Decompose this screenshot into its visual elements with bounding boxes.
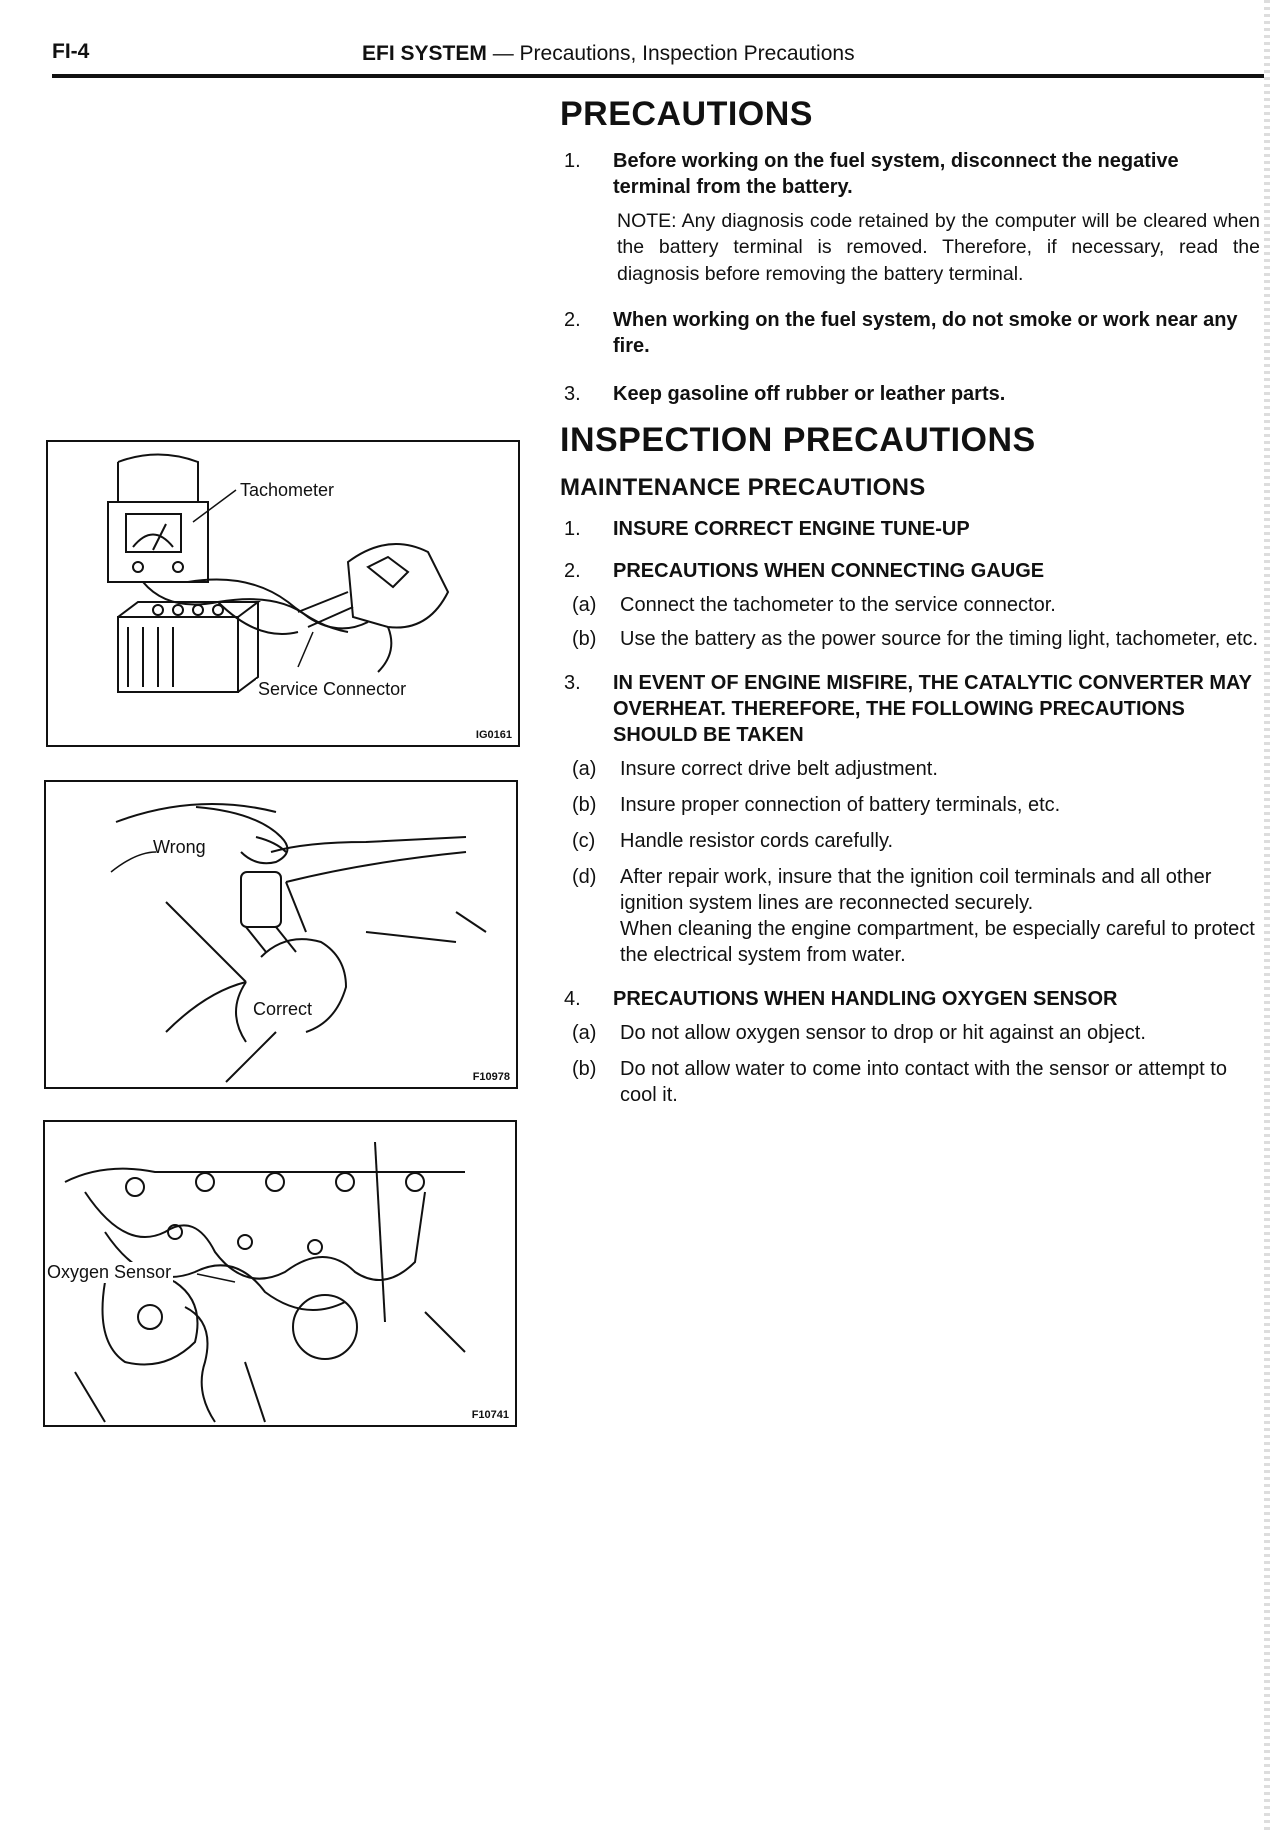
item-text: Keep gasoline off rubber or leather parts. [613, 382, 1006, 405]
title-dash: — [492, 42, 514, 65]
sub-text: Use the battery as the power source for the timing light, tachometer, etc. [620, 627, 1259, 650]
item-number: 3. [564, 382, 581, 405]
sub-item [560, 592, 1260, 618]
item-number: 1. [564, 517, 581, 540]
sub-text: Insure correct drive belt adjustment. [620, 757, 938, 780]
precaution-item [560, 307, 1260, 359]
item-number: 1. [564, 150, 581, 172]
sub-label: (c) [572, 829, 596, 852]
item-text: INSURE CORRECT ENGINE TUNE-UP [613, 517, 970, 540]
item-number: 2. [564, 559, 581, 582]
page-header [52, 40, 1264, 78]
precaution-item [560, 381, 1260, 407]
item-text: PRECAUTIONS WHEN HANDLING OXYGEN SENSOR [613, 987, 1118, 1010]
inspection-item [560, 558, 1260, 584]
item-text: PRECAUTIONS WHEN CONNECTING GAUGE [613, 559, 1045, 582]
heading-precautions: PRECAUTIONS [560, 95, 813, 133]
section-name: EFI SYSTEM [362, 42, 487, 65]
sub-text: Connect the tachometer to the service connector. [620, 593, 1056, 616]
sub-label: (a) [572, 1021, 597, 1044]
sub-label: (b) [572, 627, 597, 650]
sub-label: (a) [572, 757, 597, 780]
sub-label: (b) [572, 793, 597, 816]
heading-inspection-precautions: INSPECTION PRECAUTIONS [560, 420, 1036, 459]
sub-item [560, 1020, 1260, 1046]
label-correct: Correct [253, 999, 313, 1019]
sub-item [560, 1056, 1260, 1108]
page-edge-shadow [1264, 0, 1270, 1830]
sub-item [560, 828, 1260, 854]
sub-text: Do not allow oxygen sensor to drop or hit against an object. [620, 1021, 1146, 1044]
sub-item [560, 756, 1260, 782]
heading-maintenance-precautions: MAINTENANCE PRECAUTIONS [560, 473, 926, 501]
item-number: 2. [564, 308, 581, 331]
inspection-item [560, 516, 1260, 542]
item-text: Before working on the fuel system, disconnect the negative terminal from the battery. [613, 150, 1179, 198]
figure-code: F10978 [472, 1071, 510, 1083]
sub-item [560, 864, 1260, 916]
running-title [362, 42, 855, 66]
item-text: When working on the fuel system, do not smoke or work near any fire. [613, 308, 1238, 357]
sub-label: (d) [572, 865, 597, 888]
leader-lines [46, 782, 516, 1087]
sub-text: Insure proper connection of battery terminals, etc. [620, 793, 1061, 816]
figure-code: F10741 [471, 1409, 509, 1421]
label-service-connector: Service Connector [258, 679, 407, 699]
figure-tachometer [46, 440, 520, 747]
figure-code: IG0161 [475, 729, 512, 741]
figure-oxygen-sensor [43, 1120, 517, 1427]
sub-item [560, 792, 1260, 818]
inspection-item [560, 670, 1260, 748]
sub-text: Do not allow water to come into contact with the sensor or attempt to cool it. [620, 1057, 1227, 1106]
label-oxygen-sensor: Oxygen Sensor [47, 1262, 172, 1282]
item-text: IN EVENT OF ENGINE MISFIRE, THE CATALYTIC CONVERTER MAY OVERHEAT. THEREFORE, THE FOLLOWING PRECAUTIONS SHOULD BE TAKEN [613, 671, 1252, 746]
precaution-item [560, 148, 1260, 200]
sub-label: (a) [572, 593, 597, 616]
section-subtitle: Precautions, Inspection Precautions [519, 42, 855, 65]
label-wrong: Wrong [153, 837, 206, 857]
page-id: FI-4 [52, 40, 90, 63]
sub-item [560, 626, 1260, 652]
label-tachometer: Tachometer [240, 480, 335, 500]
text-column [560, 95, 1260, 1108]
cleaning-note: When cleaning the engine compartment, be especially careful to protect the electrical system from water. [620, 917, 1255, 966]
sub-text: Handle resistor cords carefully. [620, 829, 894, 852]
item-number: 4. [564, 987, 581, 1010]
inspection-item [560, 986, 1260, 1012]
note: NOTE: Any diagnosis code retained by the computer will be cleared when the battery terminal is removed. Therefore, if necessary, read the diagnosis before removing the battery terminal. [617, 210, 1260, 285]
figure-wrong-correct [44, 780, 518, 1089]
sub-label: (b) [572, 1057, 597, 1080]
item-number: 3. [564, 671, 581, 694]
leader-lines [45, 1122, 515, 1425]
sub-text: After repair work, insure that the ignition coil terminals and all other ignition system lines are reconnected securely. [620, 865, 1212, 914]
